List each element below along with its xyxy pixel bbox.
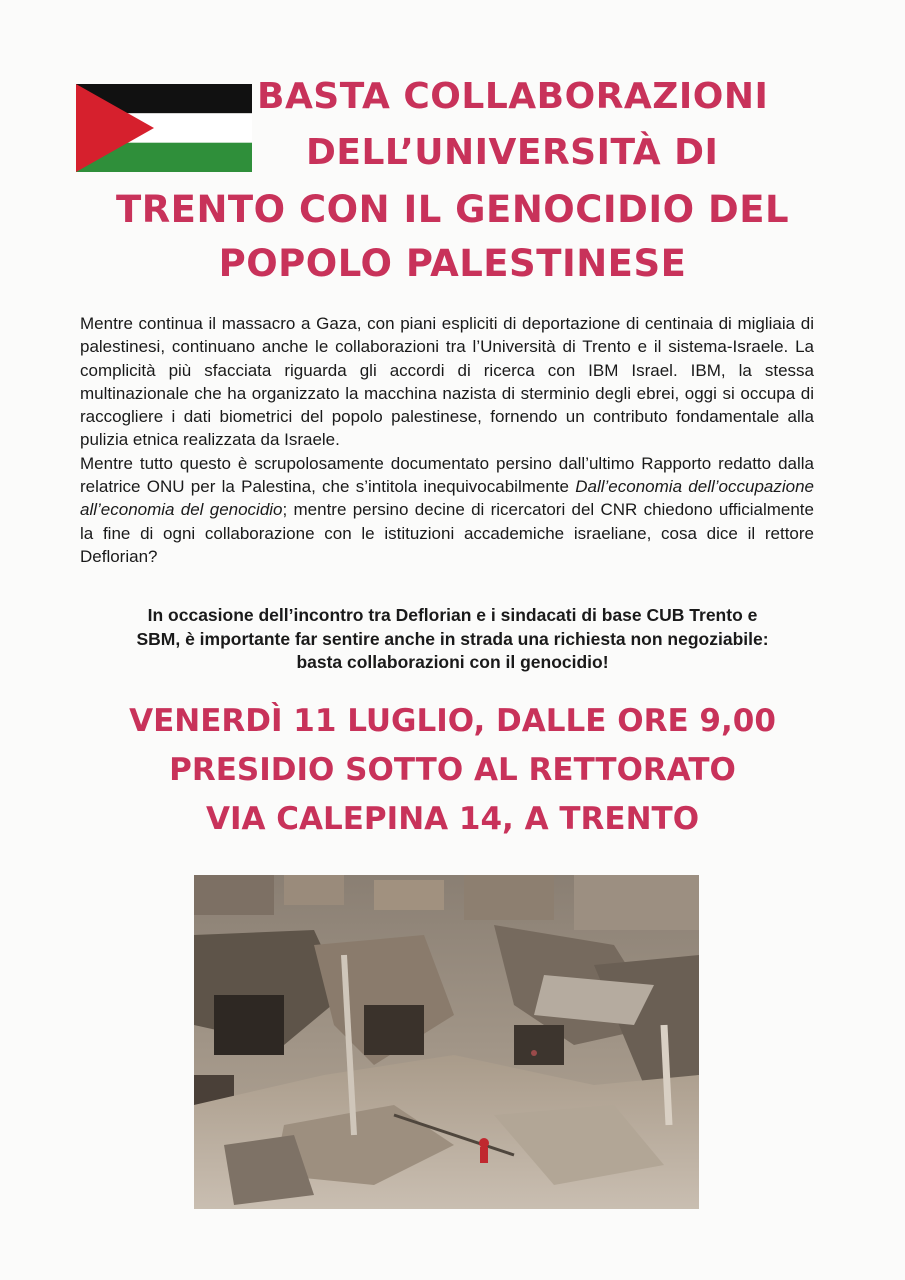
appeal (70, 604, 835, 675)
report-title: Dall’economia dell’occupazione all’economia del genocidio (80, 477, 814, 520)
body-paragraph-1: Mentre continua il massacro a Gaza, con piani espliciti di deportazione di centinaia di migliaia di palestinesi, continuano anche le collaborazioni tra l’Università di Trento e il sistema-Israele. La complicità più sfacciata riguarda gli accordi di ricerca con IBM Israel. IBM, la stessa multinazionale che ha organizzato la macchina nazista di sterminio degli ebrei, oggi si occupa di raccogliere i dati biometrici del popolo palestinese, fornendo un contributo fondamentale alla pulizia etnica realizzata da Israele. (80, 314, 814, 450)
headline-line-1: BASTA COLLABORAZIONI (257, 76, 769, 117)
headline-line-3: TRENTO CON IL GENOCIDIO DEL (115, 188, 790, 231)
body-paragraph-2 (80, 452, 814, 568)
event-title: PRESIDIO SOTTO AL RETTORATO (169, 752, 736, 788)
appeal-line-2: SBM, è importante far sentire anche in strada una richiesta non negoziabile: (136, 628, 769, 649)
event-date: VENERDÌ 11 LUGLIO, DALLE ORE 9,00 (129, 703, 776, 739)
event-location: VIA CALEPINA 14, A TRENTO (205, 801, 700, 837)
appeal-line-1: In occasione dell’incontro tra Deflorian e i sindacati di base CUB Trento e (147, 605, 758, 625)
body-paragraph-2-end: ; mentre persino decine di ricercatori del CNR chiedono ufficialmente la fine di ogni collaborazione con le istituzioni accademiche israeliane, cosa dice il rettore Deflorian? (80, 500, 814, 566)
palestinian-flag (76, 84, 252, 172)
destroyed-buildings-photo (194, 875, 699, 1209)
body-text (80, 312, 814, 568)
headline-line-4: POPOLO PALESTINESE (218, 242, 687, 285)
appeal-line-3: basta collaborazioni con il genocidio! (296, 652, 609, 672)
headline-line-2: DELL’UNIVERSITÀ DI (306, 132, 719, 173)
body-paragraph-2-start: Mentre tutto questo è scrupolosamente documentato persino dall’ultimo Rapporto redatto dalla relatrice ONU per la Palestina, che s’intitola inequivocabilmente (80, 453, 814, 497)
